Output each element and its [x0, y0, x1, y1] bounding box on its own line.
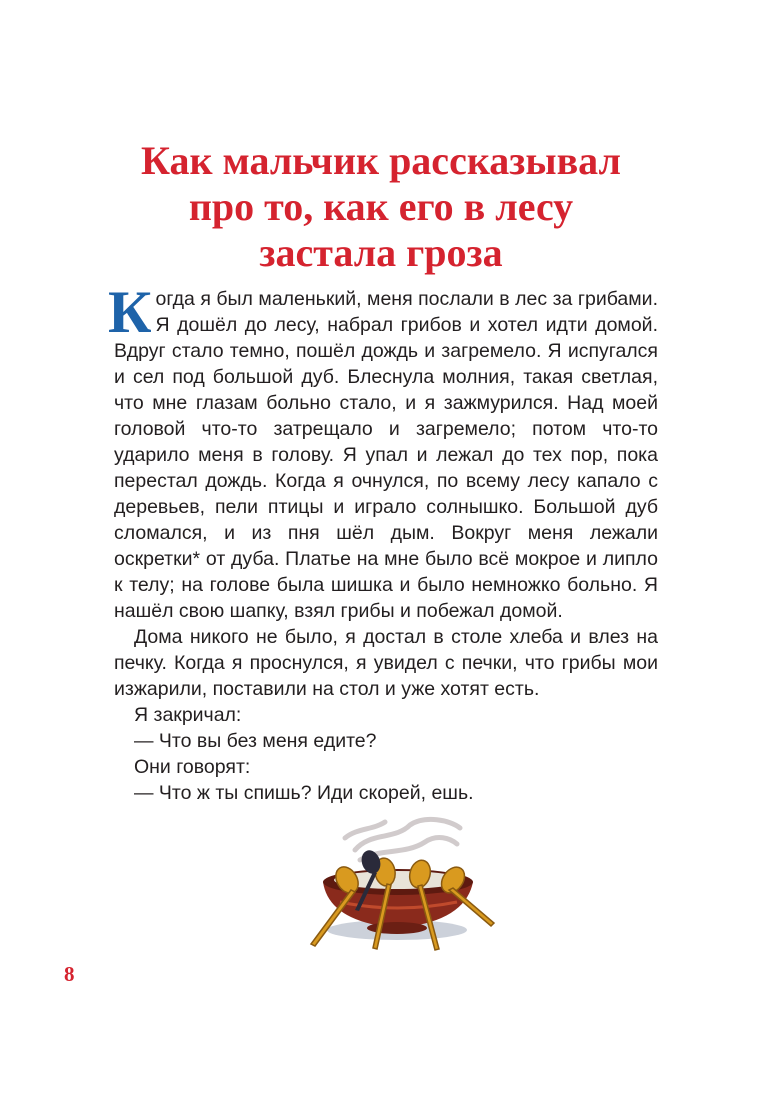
dialog-line-1: Я закричал: — [134, 704, 242, 726]
page-number: 8 — [64, 962, 75, 986]
paragraph-1 — [108, 279, 658, 624]
dialog-line-2: — Что вы без меня едите? — [134, 730, 377, 752]
paragraph-2: Дома никого не было, я достал в столе хлеба и влез на печку. Когда я проснулся, я увидел с печки, что грибы мои изжарили, поставили на стол и уже хотят есть. — [114, 626, 658, 700]
dialog-line-3: Они говорят: — [134, 756, 251, 778]
drop-cap: К — [108, 279, 152, 345]
title-line-3: застала гроза — [259, 230, 503, 275]
paragraph-1-text: огда я был маленький, меня послали в лес за грибами. Я дошёл до лесу, набрал грибов и хотел идти домой. Вдруг стало темно, пошёл дождь и загремело. Я испугался и сел под большой дуб. Блеснула молния, такая светлая, что мне глазам больно стало, и я зажмурился. Над моей головой что-то затрещало и загремело; потом что-то ударило меня в голову. Я упал и лежал до тех пор, пока перестал дождь. Когда я очнулся, по всему лесу капало с деревьев, пели птицы и играло солнышко. Большой дуб сломался, и из пня шёл дым. Вокруг меня лежали оскретки* от дуба. Платье на мне было всё мокрое и липло к телу; на голове была шишка и было немножко больно. Я нашёл свою шапку, взял грибы и побежал домой. — [114, 288, 658, 622]
dialog-line-4: — Что ж ты спишь? Иди скорей, ешь. — [134, 782, 474, 804]
story-title — [80, 138, 682, 276]
steam-icon — [345, 819, 460, 860]
bowl-with-spoons-icon — [285, 810, 510, 960]
story-text — [108, 279, 658, 806]
title-line-2: про то, как его в лесу — [188, 184, 574, 229]
title-line-1: Как мальчик рассказывал — [141, 138, 621, 183]
